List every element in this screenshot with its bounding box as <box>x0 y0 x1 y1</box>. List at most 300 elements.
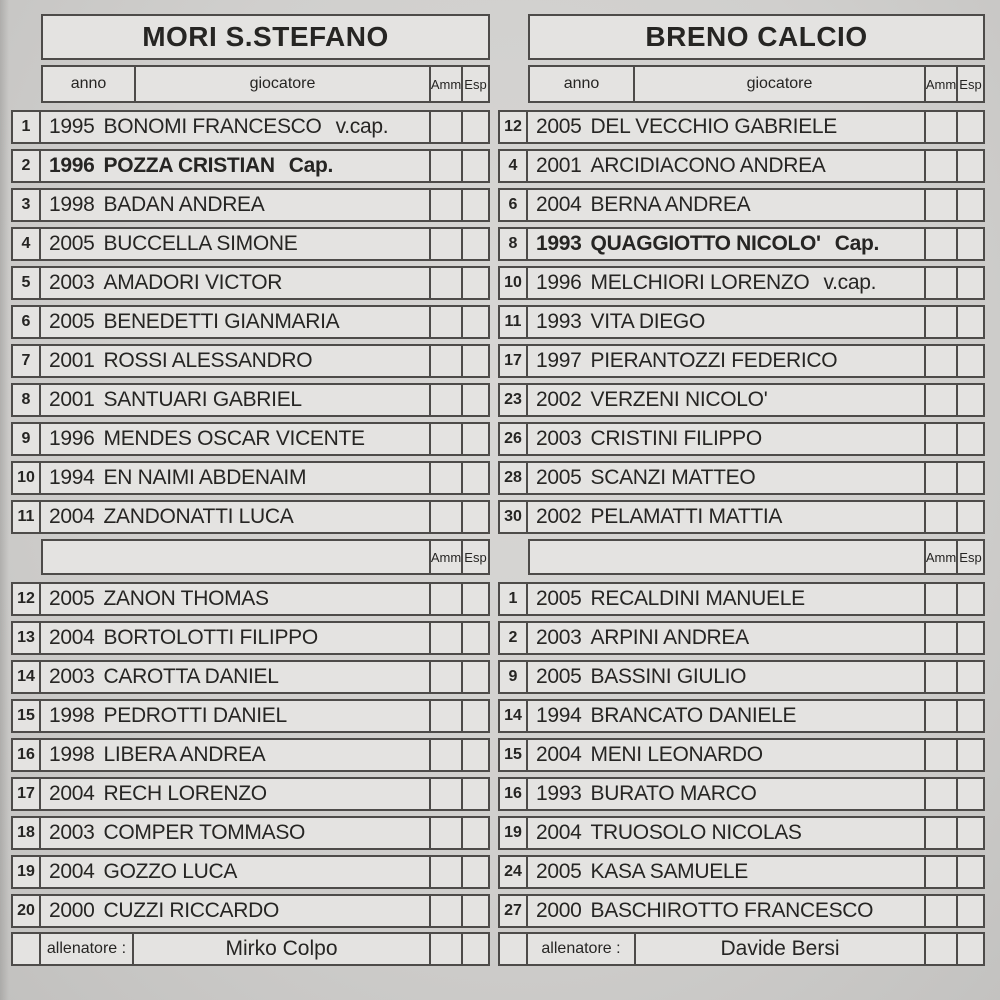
row-number: 1 <box>498 582 528 616</box>
row-number: 17 <box>11 777 41 811</box>
player-year: 1998 <box>49 743 95 766</box>
row-number: 30 <box>498 500 528 534</box>
player-year: 1995 <box>49 115 95 138</box>
coach-label: allenatore : <box>526 932 636 966</box>
esp-cell <box>461 305 490 339</box>
table-row <box>11 621 490 655</box>
player-year: 2000 <box>536 899 582 922</box>
player-year: 2003 <box>49 665 95 688</box>
amm-cell <box>429 777 463 811</box>
player-cell <box>526 660 926 694</box>
esp-cell <box>956 344 985 378</box>
player-name: ROSSI ALESSANDRO <box>103 349 313 372</box>
player-year: 2001 <box>49 388 95 411</box>
player-name: BRANCATO DANIELE <box>590 704 797 727</box>
table-row <box>11 266 490 300</box>
column-header-row <box>41 65 490 103</box>
row-number: 4 <box>11 227 41 261</box>
table-row <box>498 738 985 772</box>
amm-cell <box>429 383 463 417</box>
player-cell <box>526 738 926 772</box>
row-number: 17 <box>498 344 528 378</box>
player-year: 2005 <box>536 466 582 489</box>
player-cell <box>526 855 926 889</box>
coach-number-cell <box>11 932 41 966</box>
player-year: 1996 <box>49 154 95 177</box>
table-row <box>498 621 985 655</box>
player-cell <box>526 149 926 183</box>
player-year: 1997 <box>536 349 582 372</box>
player-year: 2005 <box>49 310 95 333</box>
column-header-amm: Amm <box>429 65 463 103</box>
amm-cell <box>429 344 463 378</box>
esp-cell <box>461 582 490 616</box>
row-number: 6 <box>498 188 528 222</box>
table-row <box>11 855 490 889</box>
esp-cell <box>956 816 985 850</box>
player-cell <box>39 461 431 495</box>
esp-cell <box>461 777 490 811</box>
player-name: ZANDONATTI LUCA <box>103 505 294 528</box>
player-name: SCANZI MATTEO <box>590 466 756 489</box>
esp-cell <box>956 461 985 495</box>
esp-cell <box>956 422 985 456</box>
esp-cell <box>956 188 985 222</box>
divider-esp-label: Esp <box>956 539 985 575</box>
coach-name: Davide Bersi <box>634 932 926 966</box>
player-year: 2003 <box>49 271 95 294</box>
table-row <box>11 461 490 495</box>
row-number: 15 <box>11 699 41 733</box>
coach-label: allenatore : <box>39 932 134 966</box>
esp-cell <box>956 110 985 144</box>
player-name: POZZA CRISTIAN <box>103 154 275 177</box>
player-name: ARPINI ANDREA <box>590 626 749 649</box>
player-name: RECALDINI MANUELE <box>590 587 805 610</box>
player-name: PIERANTOZZI FEDERICO <box>590 349 838 372</box>
number-column-spacer <box>498 539 528 575</box>
esp-cell <box>461 699 490 733</box>
player-year: 2005 <box>536 860 582 883</box>
player-cell <box>526 305 926 339</box>
player-name: MELCHIORI LORENZO <box>590 271 810 294</box>
player-cell <box>39 344 431 378</box>
player-year: 2003 <box>536 427 582 450</box>
row-number: 16 <box>11 738 41 772</box>
row-number: 12 <box>498 110 528 144</box>
player-year: 2004 <box>536 821 582 844</box>
table-row <box>498 461 985 495</box>
amm-cell <box>924 699 958 733</box>
esp-cell <box>956 894 985 928</box>
table-row <box>11 227 490 261</box>
row-number: 6 <box>11 305 41 339</box>
player-name: MENDES OSCAR VICENTE <box>103 427 365 450</box>
row-number: 9 <box>498 660 528 694</box>
esp-cell <box>461 149 490 183</box>
amm-cell <box>924 305 958 339</box>
player-year: 2003 <box>49 821 95 844</box>
row-number: 18 <box>11 816 41 850</box>
amm-cell <box>924 500 958 534</box>
player-cell <box>39 660 431 694</box>
substitutes-divider-row <box>498 539 985 575</box>
player-name: BENEDETTI GIANMARIA <box>103 310 340 333</box>
esp-cell <box>461 660 490 694</box>
amm-cell <box>924 894 958 928</box>
row-number: 9 <box>11 422 41 456</box>
esp-cell <box>956 738 985 772</box>
row-number: 13 <box>11 621 41 655</box>
player-name: MENI LEONARDO <box>590 743 763 766</box>
player-year: 2004 <box>49 505 95 528</box>
player-cell <box>39 621 431 655</box>
esp-cell <box>461 855 490 889</box>
player-name: BORTOLOTTI FILIPPO <box>103 626 318 649</box>
player-cell <box>526 422 926 456</box>
table-row <box>11 422 490 456</box>
amm-cell <box>429 422 463 456</box>
esp-cell <box>956 383 985 417</box>
divider-esp-label: Esp <box>461 539 490 575</box>
amm-cell <box>429 227 463 261</box>
player-year: 1994 <box>536 704 582 727</box>
player-cell <box>526 188 926 222</box>
table-row <box>498 699 985 733</box>
table-row <box>498 188 985 222</box>
column-header-anno: anno <box>41 65 136 103</box>
row-number: 23 <box>498 383 528 417</box>
player-cell <box>526 461 926 495</box>
player-cell <box>39 383 431 417</box>
row-number: 14 <box>498 699 528 733</box>
esp-cell <box>461 621 490 655</box>
player-year: 1993 <box>536 310 582 333</box>
player-name: CUZZI RICCARDO <box>103 899 279 922</box>
player-name: BASCHIROTTO FRANCESCO <box>590 899 874 922</box>
amm-cell <box>429 266 463 300</box>
table-row <box>498 227 985 261</box>
table-row <box>11 500 490 534</box>
player-cell <box>39 582 431 616</box>
table-row <box>11 699 490 733</box>
player-name: ZANON THOMAS <box>103 587 269 610</box>
row-number: 11 <box>11 500 41 534</box>
table-row <box>498 110 985 144</box>
player-cell <box>39 738 431 772</box>
player-cell <box>526 227 926 261</box>
player-year: 1996 <box>536 271 582 294</box>
player-year: 2002 <box>536 388 582 411</box>
row-number: 14 <box>11 660 41 694</box>
column-header-giocatore: giocatore <box>134 65 431 103</box>
row-number: 27 <box>498 894 528 928</box>
esp-cell <box>461 461 490 495</box>
table-row <box>498 344 985 378</box>
player-cell <box>39 500 431 534</box>
table-row <box>11 149 490 183</box>
esp-cell <box>461 422 490 456</box>
amm-cell <box>924 344 958 378</box>
esp-cell <box>461 383 490 417</box>
amm-cell <box>924 266 958 300</box>
esp-cell <box>956 777 985 811</box>
player-cell <box>39 110 431 144</box>
player-name: EN NAIMI ABDENAIM <box>103 466 307 489</box>
player-cell <box>526 816 926 850</box>
player-name: CRISTINI FILIPPO <box>590 427 762 450</box>
amm-cell <box>429 305 463 339</box>
player-cell <box>39 855 431 889</box>
player-cell <box>526 110 926 144</box>
table-row <box>498 855 985 889</box>
player-name: QUAGGIOTTO NICOLO' <box>590 232 821 255</box>
amm-cell <box>429 621 463 655</box>
number-column-spacer <box>11 539 41 575</box>
column-header-anno: anno <box>528 65 635 103</box>
column-header-esp: Esp <box>461 65 490 103</box>
player-cell <box>39 266 431 300</box>
esp-cell <box>956 699 985 733</box>
esp-cell <box>956 582 985 616</box>
row-number: 8 <box>498 227 528 261</box>
coach-amm-cell <box>429 932 463 966</box>
amm-cell <box>429 738 463 772</box>
amm-cell <box>429 660 463 694</box>
player-name: COMPER TOMMASO <box>103 821 306 844</box>
esp-cell <box>461 188 490 222</box>
table-row <box>11 383 490 417</box>
substitutes-list <box>11 582 490 928</box>
player-name: BONOMI FRANCESCO <box>103 115 322 138</box>
amm-cell <box>924 855 958 889</box>
row-number: 20 <box>11 894 41 928</box>
player-cell <box>39 149 431 183</box>
player-cell <box>39 422 431 456</box>
player-cell <box>39 188 431 222</box>
table-row <box>11 738 490 772</box>
row-number: 2 <box>11 149 41 183</box>
substitutes-list <box>498 582 985 928</box>
row-number: 8 <box>11 383 41 417</box>
esp-cell <box>956 227 985 261</box>
row-number: 4 <box>498 149 528 183</box>
player-name: PEDROTTI DANIEL <box>103 704 287 727</box>
starters-list <box>11 110 490 534</box>
row-number: 24 <box>498 855 528 889</box>
player-name: ARCIDIACONO ANDREA <box>590 154 826 177</box>
player-name: BASSINI GIULIO <box>590 665 747 688</box>
esp-cell <box>461 266 490 300</box>
row-number: 3 <box>11 188 41 222</box>
team-title: BRENO CALCIO <box>528 14 985 60</box>
player-year: 1993 <box>536 782 582 805</box>
table-row <box>498 305 985 339</box>
amm-cell <box>429 461 463 495</box>
row-number: 11 <box>498 305 528 339</box>
player-name: VITA DIEGO <box>590 310 706 333</box>
starters-list <box>498 110 985 534</box>
player-name: AMADORI VICTOR <box>103 271 283 294</box>
row-number: 12 <box>11 582 41 616</box>
coach-number-cell <box>498 932 528 966</box>
divider-amm-label: Amm <box>924 539 958 575</box>
esp-cell <box>956 266 985 300</box>
player-name: TRUOSOLO NICOLAS <box>590 821 802 844</box>
player-year: 1993 <box>536 232 582 255</box>
amm-cell <box>924 738 958 772</box>
row-number: 10 <box>498 266 528 300</box>
substitutes-divider-row <box>11 539 490 575</box>
table-row <box>11 110 490 144</box>
amm-cell <box>429 110 463 144</box>
esp-cell <box>956 855 985 889</box>
player-name: SANTUARI GABRIEL <box>103 388 302 411</box>
esp-cell <box>461 344 490 378</box>
esp-cell <box>956 305 985 339</box>
player-name: BUCCELLA SIMONE <box>103 232 298 255</box>
player-year: 2004 <box>536 743 582 766</box>
player-year: 1994 <box>49 466 95 489</box>
player-year: 2005 <box>536 115 582 138</box>
divider-amm-label: Amm <box>429 539 463 575</box>
table-row <box>498 660 985 694</box>
coach-esp-cell <box>461 932 490 966</box>
esp-cell <box>461 110 490 144</box>
amm-cell <box>924 582 958 616</box>
column-header-amm: Amm <box>924 65 958 103</box>
player-cell <box>526 582 926 616</box>
player-cell <box>39 816 431 850</box>
player-cell <box>526 383 926 417</box>
row-number: 5 <box>11 266 41 300</box>
esp-cell <box>461 738 490 772</box>
player-cell <box>526 699 926 733</box>
player-cell <box>526 266 926 300</box>
amm-cell <box>429 894 463 928</box>
amm-cell <box>924 660 958 694</box>
row-number: 1 <box>11 110 41 144</box>
esp-cell <box>956 149 985 183</box>
player-year: 2004 <box>49 860 95 883</box>
table-row <box>11 894 490 928</box>
divider-empty-cell <box>41 539 431 575</box>
player-year: 1996 <box>49 427 95 450</box>
amm-cell <box>429 188 463 222</box>
esp-cell <box>461 500 490 534</box>
player-year: 2001 <box>536 154 582 177</box>
esp-cell <box>956 660 985 694</box>
player-year: 2004 <box>536 193 582 216</box>
row-number: 16 <box>498 777 528 811</box>
player-cell <box>39 699 431 733</box>
player-year: 2004 <box>49 626 95 649</box>
amm-cell <box>924 461 958 495</box>
coach-row <box>498 932 985 966</box>
player-year: 2004 <box>49 782 95 805</box>
column-header-giocatore: giocatore <box>633 65 926 103</box>
amm-cell <box>924 110 958 144</box>
column-header-row <box>528 65 985 103</box>
coach-esp-cell <box>956 932 985 966</box>
table-row <box>498 266 985 300</box>
column-header-esp: Esp <box>956 65 985 103</box>
table-row <box>498 816 985 850</box>
row-number: 10 <box>11 461 41 495</box>
player-name: KASA SAMUELE <box>590 860 748 883</box>
player-year: 2002 <box>536 505 582 528</box>
player-year: 1998 <box>49 193 95 216</box>
divider-empty-cell <box>528 539 926 575</box>
captain-note: Cap. <box>834 232 880 255</box>
amm-cell <box>924 777 958 811</box>
team-sheet-left <box>11 14 490 966</box>
esp-cell <box>956 621 985 655</box>
player-cell <box>526 344 926 378</box>
captain-note: Cap. <box>288 154 334 177</box>
esp-cell <box>461 227 490 261</box>
amm-cell <box>429 699 463 733</box>
player-year: 2005 <box>49 232 95 255</box>
player-cell <box>39 777 431 811</box>
table-row <box>498 500 985 534</box>
row-number: 2 <box>498 621 528 655</box>
player-year: 2000 <box>49 899 95 922</box>
coach-row <box>11 932 490 966</box>
esp-cell <box>461 816 490 850</box>
row-number: 26 <box>498 422 528 456</box>
player-name: GOZZO LUCA <box>103 860 238 883</box>
player-cell <box>39 305 431 339</box>
table-row <box>11 660 490 694</box>
esp-cell <box>461 894 490 928</box>
captain-note: v.cap. <box>335 115 389 138</box>
coach-amm-cell <box>924 932 958 966</box>
amm-cell <box>924 227 958 261</box>
amm-cell <box>924 149 958 183</box>
player-year: 2005 <box>49 587 95 610</box>
amm-cell <box>924 816 958 850</box>
player-name: VERZENI NICOLO' <box>590 388 768 411</box>
player-cell <box>526 500 926 534</box>
table-row <box>11 582 490 616</box>
esp-cell <box>956 500 985 534</box>
table-row <box>498 777 985 811</box>
amm-cell <box>429 816 463 850</box>
table-row <box>498 582 985 616</box>
table-row <box>11 777 490 811</box>
player-year: 2005 <box>536 665 582 688</box>
player-cell <box>526 777 926 811</box>
player-cell <box>39 227 431 261</box>
player-name: RECH LORENZO <box>103 782 267 805</box>
row-number: 28 <box>498 461 528 495</box>
player-cell <box>526 894 926 928</box>
player-name: CAROTTA DANIEL <box>103 665 279 688</box>
table-row <box>498 383 985 417</box>
row-number: 15 <box>498 738 528 772</box>
amm-cell <box>924 188 958 222</box>
table-row <box>498 894 985 928</box>
amm-cell <box>924 621 958 655</box>
captain-note: v.cap. <box>823 271 877 294</box>
table-row <box>498 149 985 183</box>
amm-cell <box>429 500 463 534</box>
table-row <box>11 188 490 222</box>
player-name: BERNA ANDREA <box>590 193 751 216</box>
player-name: DEL VECCHIO GABRIELE <box>590 115 837 138</box>
row-number: 19 <box>498 816 528 850</box>
